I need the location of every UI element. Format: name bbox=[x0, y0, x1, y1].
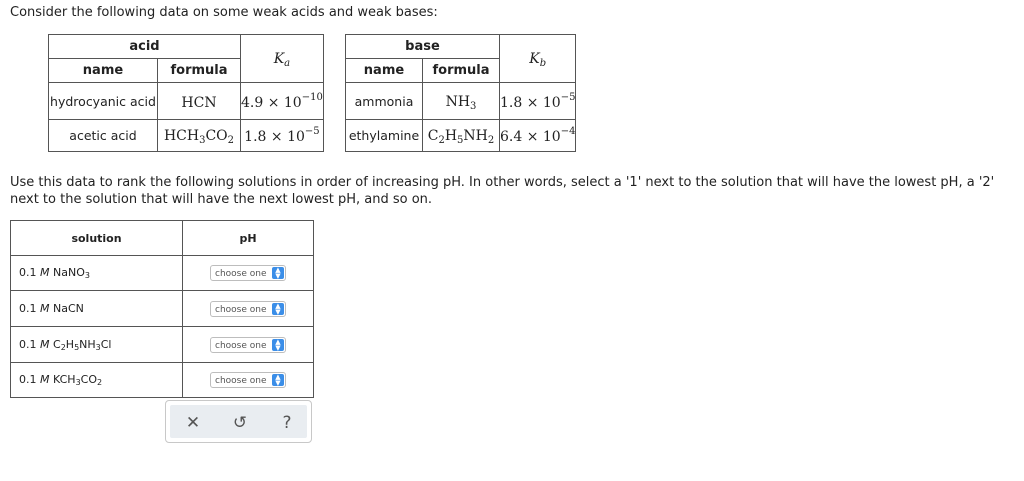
solution-table bbox=[10, 220, 314, 398]
base-formula: $C_2H_5NH_2$ bbox=[423, 120, 500, 152]
rank-select[interactable]: choose one ▲ ▼ bbox=[210, 337, 286, 353]
base-name: ammonia bbox=[346, 83, 423, 120]
chevron-up-down-icon: ▲ ▼ bbox=[272, 303, 284, 315]
ka-value: $4.9 \times 10^{-10}$ bbox=[241, 83, 324, 120]
chevron-up-down-icon: ▲ ▼ bbox=[272, 339, 284, 351]
instructions-text: Use this data to rank the following solutions in order of increasing pH. In other words, select a '1' next to the solution that will have the lowest pH, a '2' next to the solution that will have the next lowest pH, and so on. bbox=[10, 175, 995, 207]
table-row bbox=[49, 120, 324, 152]
undo-icon[interactable]: ↺ bbox=[232, 413, 248, 433]
base-group-header: base bbox=[346, 35, 500, 59]
ph-cell bbox=[183, 291, 314, 327]
acid-formula: HCN bbox=[158, 83, 241, 120]
kb-value: $1.8 \times 10^{-5}$ bbox=[500, 83, 576, 120]
table-row bbox=[11, 363, 314, 398]
acid-formula-header: formula bbox=[158, 59, 241, 83]
table-row bbox=[49, 83, 324, 120]
chevron-up-down-icon: ▲ ▼ bbox=[272, 267, 284, 279]
solution-header: solution bbox=[11, 221, 183, 256]
close-icon[interactable]: ✕ bbox=[185, 413, 201, 433]
solution-label: 0.1 M NaCN bbox=[11, 291, 183, 327]
ka-value: $1.8 \times 10^{-5}$ bbox=[241, 120, 324, 152]
base-name-header: name bbox=[346, 59, 423, 83]
help-icon[interactable]: ? bbox=[282, 413, 292, 433]
solution-label: 0.1 M $KCH_3CO_2$ bbox=[11, 363, 183, 398]
intro-text: Consider the following data on some weak acids and weak bases: bbox=[10, 5, 438, 20]
answer-toolbar bbox=[165, 400, 312, 443]
table-row bbox=[346, 83, 576, 120]
acid-name: hydrocyanic acid bbox=[49, 83, 158, 120]
ph-cell bbox=[183, 256, 314, 291]
base-table bbox=[345, 34, 576, 152]
base-formula-header: formula bbox=[423, 59, 500, 83]
ka-subscript: a bbox=[284, 58, 291, 69]
acid-group-header: acid bbox=[49, 35, 241, 59]
ka-symbol: K bbox=[273, 51, 285, 67]
toolbar-panel bbox=[170, 405, 307, 438]
solution-label: 0.1 M NaNO$_3$ bbox=[11, 256, 183, 291]
kb-header bbox=[500, 35, 576, 83]
table-row bbox=[346, 120, 576, 152]
rank-select[interactable]: choose one ▲ ▼ bbox=[210, 301, 286, 317]
acid-name-header: name bbox=[49, 59, 158, 83]
base-name: ethylamine bbox=[346, 120, 423, 152]
table-row bbox=[11, 256, 314, 291]
acid-table bbox=[48, 34, 324, 152]
base-formula: $NH_3$ bbox=[423, 83, 500, 120]
ph-cell bbox=[183, 327, 314, 363]
ka-header bbox=[241, 35, 324, 83]
kb-symbol: K bbox=[529, 51, 540, 67]
rank-select[interactable]: choose one ▲ ▼ bbox=[210, 372, 286, 388]
ph-header: pH bbox=[183, 221, 314, 256]
solution-label: 0.1 M $C_2H_5NH_3Cl$ bbox=[11, 327, 183, 363]
table-row bbox=[11, 291, 314, 327]
acid-name: acetic acid bbox=[49, 120, 158, 152]
table-row bbox=[11, 327, 314, 363]
kb-subscript: b bbox=[539, 58, 547, 69]
kb-value: $6.4 \times 10^{-4}$ bbox=[500, 120, 576, 152]
ph-cell bbox=[183, 363, 314, 398]
rank-select[interactable]: choose one ▲ ▼ bbox=[210, 265, 286, 281]
chevron-up-down-icon: ▲ ▼ bbox=[272, 374, 284, 386]
acid-formula: $HCH_3CO_2$ bbox=[158, 120, 241, 152]
